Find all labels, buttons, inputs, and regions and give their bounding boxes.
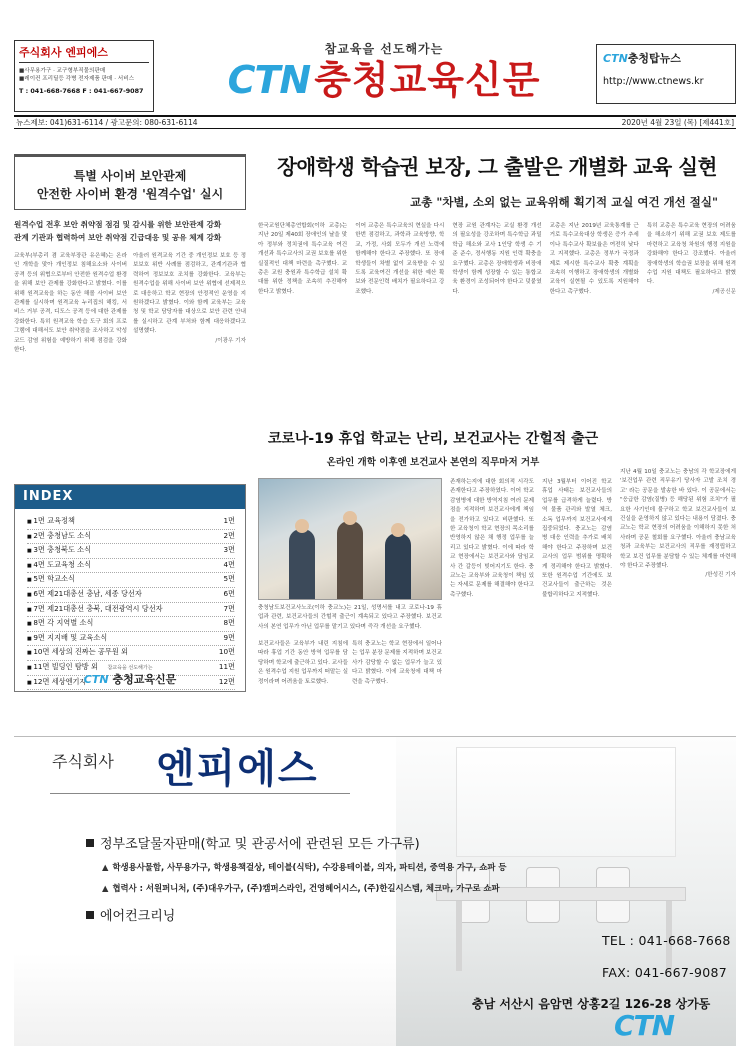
lead-column [647,222,736,418]
corona-column: 특히 충교노는 학교 현장에서 일어나는 업무 분장 문제를 지적하며 보건교사가 감당할 수 없는 업무가 늘고 있다고 밝혔다. 이에 교육청에 대책 마련을 촉구했다. [352,641,442,685]
lead-column: 교총은 지난 2019년 교육통계를 근거로 특수교육대상 학생은 증가 추세이나 특수교사 확보율은 여전히 낮다고 지적했다. 교총은 정부가 국정과제로 제시한 특수교사 확충 계획을 조속히 이행하고 장애학생의 개별화 교육이 실현될 수 있도록 지원해야 한다고 촉구했다. [549,223,639,295]
index-title: INDEX [15,485,245,509]
ad-address: 충남 서산시 음암면 상홍2길 126-28 상가동 [472,997,711,1011]
bullet-square-icon [86,839,94,847]
logo-name: 충청교육신문 [314,58,541,102]
index-item[interactable]: ■ 6면 제21대총선 충남, 세종 당선자 6면 [27,588,235,603]
corona-subhead: 온라인 개학 이후엔 보건교사 본연의 직무마저 거부 [326,457,540,468]
feature-column: 교육부(부총리 겸 교육부장관 유은혜)는 온라인 개학을 맞아 개인정보 침해요소와 사이버 공격 등의 위협으로부터 안전한 원격수업 환경을 위해 보안 관제를 강화한다고 밝혔다. 이를 위해 원격교육을 하는 동안 해볼 사이버 보안관제를 실시하며 원격교육 누리집의 해킹, 서비스 거부 공격, 디도스 공격 등에 대한 관제를 강화한다. 특히 원격교육 학습 도구 회의 프로그램에 대해서도 보안 취약점을 조사하고 악성코드 감염 위험을 예방하기 위해 점검을 강화한다. [14,253,127,354]
bullet-triangle-icon: ▲ [102,883,109,893]
corona-caption: 충청남도보건교사노조(이하 충교노)는 21일, 성명서를 내고 코로나-19 휴업과 관련, 보건교사들의 간헐적 출근이 계속되고 있다고 주장했다. 보건교사의 본연 업무가 아닌 업무를 맡기고 있다며 즉각 개선을 요구했다. [258,605,442,630]
feature-body [14,252,246,470]
index-item[interactable]: ■ 1면 교육정책 1면 [27,515,235,530]
ad-photo-table-leg [456,901,462,971]
index-item[interactable]: ■ 11면 빌딩인 탐방 외 11면 [27,661,235,676]
index-item[interactable]: ■ 5면 학교소식 5면 [27,573,235,588]
ad-left-line: ■사무용가구 · 교구형부직물의판매 [19,68,106,74]
lead-body [258,222,736,418]
ad-telephone[interactable]: TEL : 041-668-7668 [602,933,731,948]
index-list [15,509,245,690]
feature-subhead-1: 원격수업 전후 보안 취약점 점검 및 감시를 위한 보안관제 강화 [14,220,222,229]
ad-company-prefix: 주식회사 [52,752,114,771]
corona-headline[interactable]: 코로나-19 휴업 학교는 난리, 보건교사는 간헐적 출근 [267,431,599,447]
index-item[interactable]: ■ 4면 도교육청 소식 4면 [27,559,235,574]
feature-title-line1: 특별 사이버 보안관제 [73,169,187,183]
bullet-square-icon [86,911,94,919]
news-contact: 뉴스제보: 041)631-6114 / 광고문의: 080-631-6114 [16,118,198,127]
index-item[interactable]: ■ 9면 지지배 및 교육소식 9면 [27,632,235,647]
masthead [14,40,736,112]
corona-column: 지난 3월부터 이어진 학교 휴업 사태는 보건교사들의 업무를 급격하게 늘렸다. 방역 물품 관리와 발열 체크, 소독 업무까지 보건교사에게 집중되었다. 충교노는 감염병 대응 인력을 추가로 배치해야 한다고 주장하며 보건교사의 업무 범위를 명확하게 정리해야 한다고 밝혔다. 또한 원격수업 기간에도 보건교사들이 출근하는 것은 불합리하다고 지적했다. [542,479,612,598]
ad-product-list: ▲ 학생용사물함, 사무용가구, 학생용책걸상, 테이블(식탁), 수강용테이블, 의자, 파티션, 중역용 가구, 쇼파 등 [102,862,507,872]
logo-ctn: CTN [227,58,311,102]
ad-left-line: ■레이컨 프리딜등 각병 전자제품 판매 · 서비스 [19,76,134,82]
ad-right-title [603,50,729,66]
ad-fax: FAX: 041-667-9087 [602,965,727,980]
lead-subhead: 교총 "차별, 소외 없는 교육위해 획기적 교실 여건 개선 절실" [410,195,718,209]
issue-date: 2020년 4월 23일 (목) [제441호] [621,118,734,127]
person-head [295,519,309,533]
person-figure [385,533,411,599]
corona-byline: /한성진 기자 [705,572,736,579]
index-item[interactable]: ■ 3면 충청북도 소식 3면 [27,544,235,559]
corona-column [620,468,736,716]
bullet-triangle-icon: ▲ [102,862,109,872]
lead-column: 현장 교원 관계자는 교실 환경 개선의 필요성을 강조하며 특수학급 과밀학급 해소와 교사 1인당 학생 수 기준 준수, 정서행동 지원 인력 확충을 요구했다. 교총은 장애학생과 비장애학생이 함께 성장할 수 있는 통합교육 환경이 조성되어야 한다고 덧붙였다. [452,223,542,295]
ad-left-company: 주식회사 엔피에스 [19,44,149,63]
corona-column: 존재하는지에 대한 회의적 시각도 존재한다고 주장하였다. 이어 학교 감염병에 대한 방역지침 여러 문제점을 지적하며 보건교사에게 책임을 전가하고 있다고 비판했다. 또한 교육청이 학교 현장의 목소리를 반영하지 않은 채 행정 업무를 늘리고 있다고 밝혔다. 이에 따라 학교 현장에서는 보건교사와 담임교사 간 갈등이 빚어지기도 한다. 충교노는 교육부와 교육청이 책임 있는 자세로 문제를 해결해야 한다고 촉구했다. [450,479,534,598]
dateline-bar [14,115,736,129]
lead-byline: /제공신문 [712,288,737,295]
masthead-ad-left[interactable] [14,40,154,112]
ad-ctn-logo: CTN [614,1009,675,1042]
newspaper-brand [219,40,549,112]
lead-column-text: 특히 교총은 특수교육 현장의 어려움을 해소하기 위해 교권 보호 제도를 마련하고 교육청 차원의 행정 지원을 강화해야 한다고 강조했다. 아울러 장애학생의 학습권 보장을 위해 원격수업 지원 대책도 필요하다고 밝혔다. [646,223,737,286]
person-head [343,511,357,525]
index-item[interactable]: ■ 10면 세상의 진짜는 공무원 외 10면 [27,646,235,661]
index-item[interactable]: ■ 12면 세상엔기자 12면 [27,676,235,691]
ad-right-url[interactable]: http://www.ctnews.kr [603,76,704,87]
person-figure [289,529,315,599]
lead-column: 이어 교총은 특수교육의 현실을 다시 한번 점검하고, 과학과 교육방향, 학교, 가정, 사회 모두가 개선 노력에 함께해야 한다고 주장했다. 또 장애학생들이 차별 없이 교육받을 수 있도록 교육여건 개선을 위한 예산 확보와 전문인력 배치가 필요하다고 강조했다. [355,223,445,295]
index-item[interactable]: ■ 2면 충청남도 소식 2면 [27,530,235,545]
person-figure [337,521,363,599]
masthead-ad-right[interactable] [596,44,736,104]
nps-advertisement[interactable] [14,736,736,1046]
feature-column [133,252,246,470]
lead-column: 한국교원단체총연합회(이하 교총)는 지난 20일 제40회 장애인의 날을 맞아 정부와 정치권에 특수교육 여건 개선과 특수교사의 교권 보호를 위한 실질적인 대책 마련을 촉구했다. 교총은 교원 충원과 특수학급 설치 확대를 위한 정책을 조속히 추진해야 한다고 밝혔다. [258,223,348,295]
feature-title-line2: 안전한 사이버 환경 '원격수업' 실시 [36,187,224,201]
lead-headline[interactable]: 장애학생 학습권 보장, 그 출발은 개별화 교육 실현 [277,155,717,179]
person-head [391,523,405,537]
newspaper-logo[interactable] [219,57,549,103]
index-footer-slogan: 참교육을 선도해가는 [107,665,153,671]
ad-partner-list: ▲ 협력사 : 서원퍼니처, (주)대우가구, (주)캠퍼스라인, 건영헤어시스, (주)한길시스템, 체크마, 가구로 쇼파 [102,883,500,893]
feature-byline: /이광우 기자 [215,337,246,344]
feature-title-box [14,154,246,210]
ad-right-name: 충청탑뉴스 [627,52,681,65]
feature-subhead-2: 관계 기관과 협력하여 보안 취약점 긴급대응 및 공유 체계 강화 [14,233,222,242]
corona-column-text: 지난 4월 10일 충교노는 충남의 각 학교장에게 '보건업무 관련 직무유기 당사자 고발 조치 경고' 라는 공문을 발송한 바 있다. 이 공문에서는 "응급한 감염(질병) 등 해당된 위험 조치"가 필요한 사기인데 불구하고 학교 보건교사들이 보건실을 운영하지 않고 있다는 내용이 담겼다. 충교노는 학교 현장의 어려움을 이해하지 못한 처사라며 공문 철회를 요구했다. 아울러 충남교육청과 교육부는 보건교사의 직무를 재정립하고 학교 보건 업무를 분담할 수 있는 체계를 마련해야 한다고 주장했다. [620,469,736,570]
feature-column-text: 아울러 원격교육 기간 중 개인정보 보호 등 정보보호 위반 사례를 점검하고, 관계기관과 협력하여 정보보호 조치를 강화한다. 교육부는 원격수업을 위해 사이버 보안 위협에 선제적으로 대응하고 학교 현장의 안정적인 운영을 지원하겠다고 밝혔다. 이와 함께 교육부는 교육청 및 학교 담당자를 대상으로 보안 관련 안내를 실시하고 관계 부처와 함께 대응하겠다고 설명했다. [133,253,246,335]
feature-cyber-security [14,154,246,472]
ad-service-2: 에어컨크리닝 [86,905,175,924]
index-box [14,484,246,692]
ad-left-tel: T : 041-668-7668 F : 041-667-9087 [19,87,144,95]
corona-column: 보건교사들은 교육부가 내린 지침에 따라 휴업 기간 동안 방역 업무를 담당하며 학교에 출근하고 있다. 교사들은 원격수업 지원 업무까지 떠맡는 실정이라며 어려움을 토로했다. [258,641,348,685]
ad-photo-window [456,747,676,857]
index-footer-logo [15,664,245,687]
ad-divider [50,793,350,794]
ad-service-1: 정부조달물자판매(학교 및 관공서에 관련된 모든 가구류) [86,833,420,852]
ad-company-name: 엔피에스 [156,746,319,792]
brand-slogan: 참교육을 선도해가는 [324,42,444,56]
index-item[interactable]: ■ 8면 각 지역별 소식 8면 [27,617,235,632]
lead-article [258,150,736,412]
ad-right-ctn: CTN [603,52,628,65]
index-footer-name: CTN 충청교육신문 [83,673,177,686]
corona-article [258,428,736,720]
corona-photo [258,478,442,600]
index-item[interactable]: ■ 7면 제21대총선 충북, 대전광역시 당선자 7면 [27,603,235,618]
